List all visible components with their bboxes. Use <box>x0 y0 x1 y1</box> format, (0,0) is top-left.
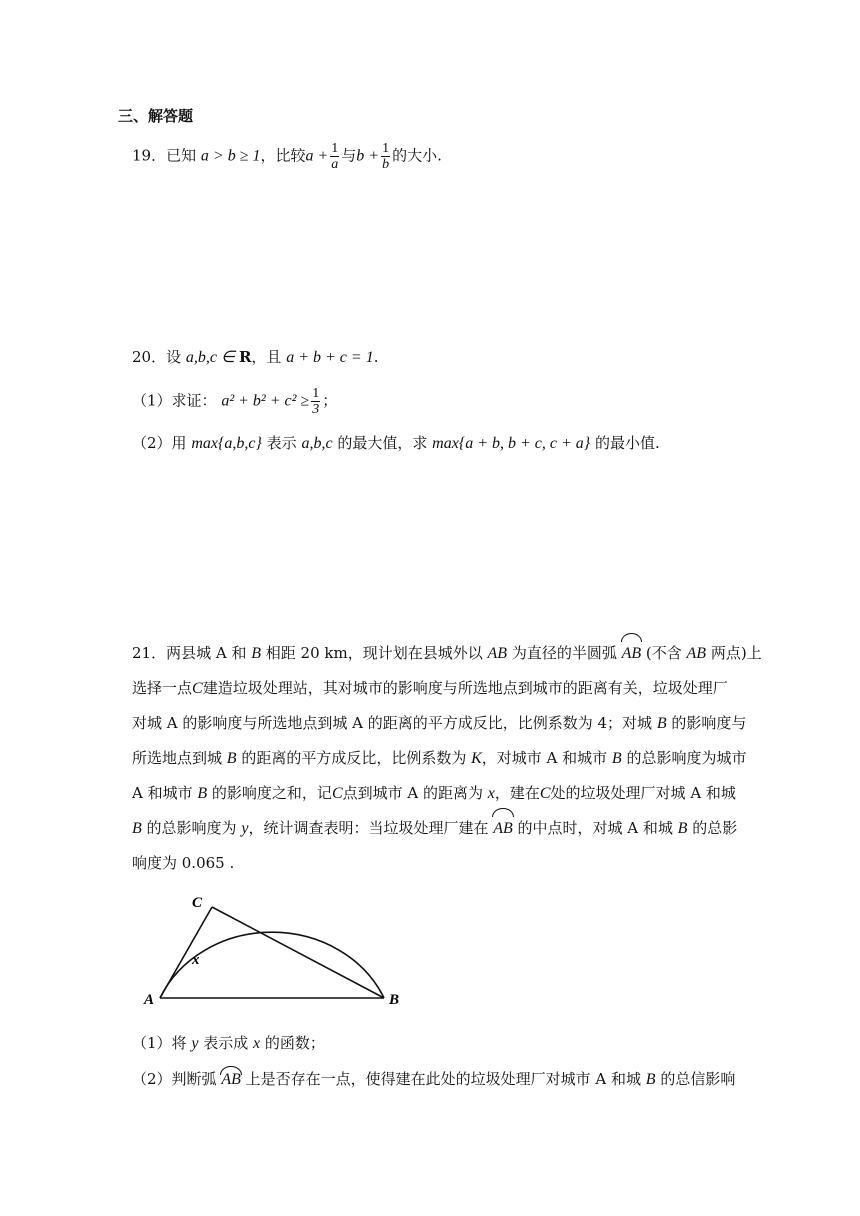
q20-number: 20． <box>132 348 167 366</box>
arc-ab: AB <box>493 812 513 846</box>
q19-fraction: $\frac{1}{b}$ <box>382 141 390 172</box>
q20-fraction: $\frac{1}{3}$ <box>312 386 320 417</box>
label-c: C <box>192 895 203 911</box>
q19-fraction: $\frac{1}{a}$ <box>331 141 339 172</box>
q20-max-expr: max{a,b,c} <box>191 435 262 452</box>
q20-text: 设 <box>166 348 182 366</box>
q20-condition: a + b + c = 1 <box>286 349 374 366</box>
q19-expr: a + <box>305 147 329 165</box>
q20-part-label: （1）求证： <box>132 391 217 410</box>
label-x: x <box>192 952 200 968</box>
q21-line: 响度为 0.065 . <box>132 854 235 872</box>
q21-line: 21．两县城 A 和 B 相距 20 km，现计划在县城外以 AB 为直径的半圆弧 AB (不含 AB 两点)上 <box>132 636 732 671</box>
segment-cb <box>212 907 384 998</box>
q20-p1-expr: a² + b² + c² ≥ <box>221 392 310 410</box>
q20-text: 的最大值，求 <box>337 434 428 452</box>
q21-line: 选择一点C建造垃圾处理站，其对城市的影响度与所选地点到城市的距离有关，垃圾处理厂 <box>132 679 728 697</box>
q20-text: ，且 <box>251 348 282 366</box>
q20-part-label: （2）用 <box>132 434 187 452</box>
q19-text: 与 <box>341 146 357 165</box>
q20-text: . <box>373 348 379 366</box>
q20-set-r: R <box>238 348 252 366</box>
q21-line: 对城 A 的影响度与所选地点到城 A 的距离的平方成反比，比例系数为 4；对城 B 的影响度与 <box>132 714 747 732</box>
q19-text: 的大小. <box>392 146 442 165</box>
q21-line: A 和城市 B 的影响度之和，记C点到城市 A 的距离为 x，建在C处的垃圾处理厂对城 A 和城 <box>132 784 736 802</box>
q21-part-1: （1）将 y 表示成 x 的函数； <box>132 1034 325 1052</box>
semicircle-figure <box>140 884 410 1010</box>
q20-text: ； <box>322 391 338 410</box>
segment-ac <box>160 907 212 998</box>
q20-max-expr: max{a + b, b + c, c + a} <box>432 435 591 452</box>
q20-part-1 <box>132 386 337 417</box>
q21-line: 所选地点到城 B 的距离的平方成反比，比例系数为 K，对城市 A 和城市 B 的总影响度为城市 <box>132 749 747 767</box>
q20-text: 的最小值. <box>594 434 660 452</box>
label-a: A <box>144 992 155 1008</box>
q20-text: 表示 <box>266 434 297 452</box>
q19-condition: a > b ≥ 1 <box>200 147 261 165</box>
q20-vars: a,b,c ∈ <box>185 349 239 366</box>
q19-text: 已知 <box>166 146 197 165</box>
q21-line: B 的总影响度为 y，统计调查表明：当垃圾处理厂建在 AB 的中点时，对城 A 和城 B 的总影 <box>132 811 732 846</box>
q19-expr: b + <box>356 147 380 165</box>
question-21 <box>132 636 762 880</box>
q21-part-2: （2）判断弧 AB 上是否存在一点，使得建在此处的垃圾处理厂对城市 A 和城 B 的总信影响 <box>132 1070 736 1088</box>
q20-vars: a,b,c <box>301 435 333 452</box>
arc-ab: AB <box>622 637 642 671</box>
arc-ab: AB <box>221 1071 241 1088</box>
label-b: B <box>389 992 400 1008</box>
question-19 <box>132 141 442 172</box>
q20-part-2 <box>132 433 660 454</box>
q19-text: ，比较 <box>260 146 306 165</box>
section-title: 三、解答题 <box>118 107 194 125</box>
question-20 <box>132 347 378 368</box>
q19-number: 19． <box>132 146 167 165</box>
